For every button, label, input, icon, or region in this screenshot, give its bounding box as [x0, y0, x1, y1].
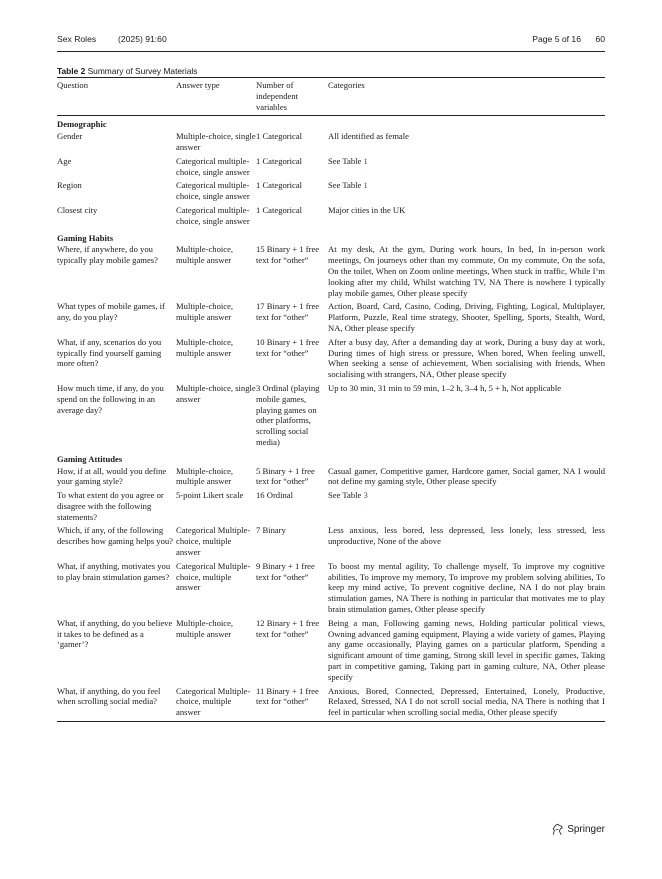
categories-cell [328, 383, 605, 451]
answer-type-cell: Categorical Multiple-choice, multiple answer [176, 525, 251, 558]
table-row [57, 686, 605, 721]
question-cell: What, if anything, do you feel when scrolling social media? [57, 685, 161, 707]
categories-text: See Table [328, 180, 364, 191]
table-row [57, 337, 605, 383]
question-cell: What, if anything, motivates you to play brain stimulation games? [57, 560, 171, 582]
table-reference-link[interactable]: 1 [363, 180, 368, 191]
variables-cell: 10 Binary + 1 free text for “other” [256, 336, 320, 358]
section-title: Gaming Habits [57, 232, 114, 243]
categories-text: Being a man, Following gaming news, Holding particular political views, Owning advanced gaming equipment, Playing a wide variety of games, Playing any game occasionally, Playing games on a particular platform, Spending a significant amount of time gaming, Strong skill level in specific games, Taking part in competitive gaming, Taking part in gaming culture, NA, Other please specify [328, 617, 605, 682]
table-row [57, 131, 605, 156]
question-cell: What, if any, scenarios do you typically find yourself gaming more often? [57, 336, 162, 369]
question-cell: Region [57, 180, 82, 191]
table-row [57, 205, 605, 230]
categories-cell [328, 180, 605, 205]
article-number: 60 [595, 34, 605, 44]
answer-type-cell: Multiple-choice, multiple answer [176, 465, 234, 487]
section-heading-row [57, 116, 605, 131]
table-row [57, 561, 605, 618]
answer-type-cell: Categorical multiple-choice, single answer [176, 204, 250, 226]
question-cell: What, if anything, do you believe it takes to be defined as a ‘gamer’? [57, 617, 173, 650]
section-title: Demographic [57, 119, 107, 130]
table-reference-link[interactable]: 1 [363, 155, 368, 166]
categories-cell [328, 466, 605, 491]
column-header-answer-type: Answer type [176, 80, 220, 90]
categories-cell [328, 301, 605, 336]
variables-cell: 7 Binary [256, 525, 286, 536]
categories-text: To boost my mental agility, To challenge myself, To improve my cognitive abilities, To improve my memory, To improve my problem solving abilities, To keep my mind active, To prevent cognitive decline, NA I do not play brain stimulation games, NA There is nothing in particular that motivates me to play brain stimulation games, Other please specify [328, 560, 605, 615]
question-cell: Closest city [57, 204, 98, 215]
column-header-variables: Number of independent variables [256, 80, 298, 112]
categories-text: Less anxious, less bored, less depressed, less lonely, less stressed, less unproductive, None of the above [328, 525, 605, 547]
variables-cell: 1 Categorical [256, 155, 303, 166]
categories-text: See Table [328, 155, 364, 166]
table-bottom-rule [57, 721, 605, 722]
question-cell: Which, if any, of the following describes how gaming helps you? [57, 525, 173, 547]
answer-type-cell: Multiple-choice, multiple answer [176, 244, 234, 266]
question-cell: Where, if anywhere, do you typically play mobile games? [57, 244, 158, 266]
answer-type-cell: Categorical multiple-choice, single answer [176, 180, 250, 202]
answer-type-cell: Categorical Multiple-choice, multiple answer [176, 685, 251, 718]
question-cell: How much time, if any, do you spend on the following in an average day? [57, 382, 164, 415]
publisher-name: Springer [567, 824, 605, 835]
question-cell: Gender [57, 131, 83, 142]
question-cell: Age [57, 155, 72, 166]
categories-text: All identified as female [328, 131, 409, 142]
table-row [57, 618, 605, 686]
table-reference-link[interactable]: 3 [363, 490, 368, 501]
answer-type-cell: Multiple-choice, single answer [176, 131, 256, 152]
categories-cell [328, 337, 605, 383]
answer-type-cell: Categorical Multiple-choice, multiple answer [176, 560, 251, 593]
table-header-row [57, 78, 605, 115]
variables-cell: 11 Binary + 1 free text for “other” [256, 685, 319, 707]
question-cell: How, if at all, would you define your gaming style? [57, 465, 167, 487]
journal-name: Sex Roles [57, 34, 97, 44]
variables-cell: 3 Ordinal (playing mobile games, playing games on other platforms, scrolling social media) [256, 382, 320, 447]
categories-text: At my desk, At the gym, During work hours, In bed, In in-person work meetings, On journeys other than my commute, On my commute, On the sofa, On the toilet, When on Zoom online meetings, When stuck in traffic, While I’m looking after my child, Whilst watching TV, NA There is nowhere I typically play mobile games, Other please specify [328, 244, 605, 298]
survey-table-container [57, 77, 605, 722]
variables-cell: 17 Binary + 1 free text for “other” [256, 301, 320, 323]
section-title: Gaming Attitudes [57, 453, 123, 464]
categories-text: Up to 30 min, 31 min to 59 min, 1–2 h, 3–4 h, 5 + h, Not applicable [328, 382, 562, 393]
answer-type-cell: Multiple-choice, multiple answer [176, 301, 234, 323]
variables-cell: 5 Binary + 1 free text for “other” [256, 465, 315, 487]
categories-cell [328, 618, 605, 686]
running-header [57, 34, 605, 50]
categories-text: Action, Board, Card, Casino, Coding, Driving, Fighting, Logical, Multiplayer, Platform, Puzzle, Real time strategy, Shooter, Spelling, Sports, Stealth, Word, NA, Other please specify [328, 301, 605, 333]
variables-cell: 1 Categorical [256, 204, 303, 215]
table-row [57, 466, 605, 491]
header-rule [57, 51, 605, 52]
answer-type-cell: Categorical multiple-choice, single answer [176, 155, 250, 177]
categories-cell [328, 561, 605, 618]
variables-cell: 12 Binary + 1 free text for “other” [256, 617, 320, 639]
categories-cell [328, 244, 605, 301]
categories-cell [328, 490, 605, 525]
publisher-footer [551, 823, 605, 836]
table-body [57, 116, 605, 721]
question-cell: To what extent do you agree or disagree with the following statements? [57, 490, 164, 522]
categories-cell [328, 156, 605, 181]
survey-materials-table [57, 78, 605, 721]
table-row [57, 180, 605, 205]
categories-text: Anxious, Bored, Connected, Depressed, Entertained, Lonely, Productive, Relaxed, Stressed, NA I do not scroll social media, NA There is nothing that I feel in particular when scrolling social media, Other please specify [328, 685, 605, 718]
table-label: Table 2 [57, 66, 86, 76]
table-row [57, 301, 605, 336]
variables-cell: 1 Categorical [256, 180, 303, 191]
categories-cell [328, 131, 605, 156]
variables-cell: 9 Binary + 1 free text for “other” [256, 560, 315, 582]
column-header-question: Question [57, 80, 89, 90]
table-title: Summary of Survey Materials [87, 66, 198, 76]
variables-cell: 16 Ordinal [256, 490, 293, 501]
categories-text: See Table [328, 490, 364, 501]
page-info: Page 5 of 16 [532, 34, 581, 44]
categories-cell [328, 525, 605, 560]
table-caption [57, 66, 197, 76]
springer-horse-icon [551, 823, 564, 836]
section-heading-row [57, 451, 605, 466]
categories-cell [328, 205, 605, 230]
categories-cell [328, 686, 605, 721]
column-header-categories: Categories [328, 80, 365, 90]
answer-type-cell: 5-point Likert scale [176, 490, 244, 501]
categories-text: After a busy day, After a demanding day at work, During a busy day at work, During times of high stress or pressure, When bored, When feeling unwell, When seeking a sense of achievement, When socialising with friends, When socialising with strangers, NA, Other please specify [328, 336, 605, 380]
categories-text: Casual gamer, Competitive gamer, Hardcore gamer, Social gamer, NA I would not define my gaming style, Other please specify [328, 465, 605, 487]
table-row [57, 525, 605, 560]
table-row [57, 490, 605, 525]
variables-cell: 1 Categorical [256, 131, 303, 142]
table-row [57, 244, 605, 301]
answer-type-cell: Multiple-choice, multiple answer [176, 617, 234, 639]
answer-type-cell: Multiple-choice, single answer [176, 382, 256, 404]
categories-text: Major cities in the UK [328, 204, 406, 215]
variables-cell: 15 Binary + 1 free text for “other” [256, 244, 320, 266]
question-cell: What types of mobile games, if any, do you play? [57, 301, 165, 323]
citation: (2025) 91:60 [118, 34, 167, 44]
table-row [57, 383, 605, 451]
section-heading-row [57, 230, 605, 245]
answer-type-cell: Multiple-choice, multiple answer [176, 336, 234, 358]
table-row [57, 156, 605, 181]
